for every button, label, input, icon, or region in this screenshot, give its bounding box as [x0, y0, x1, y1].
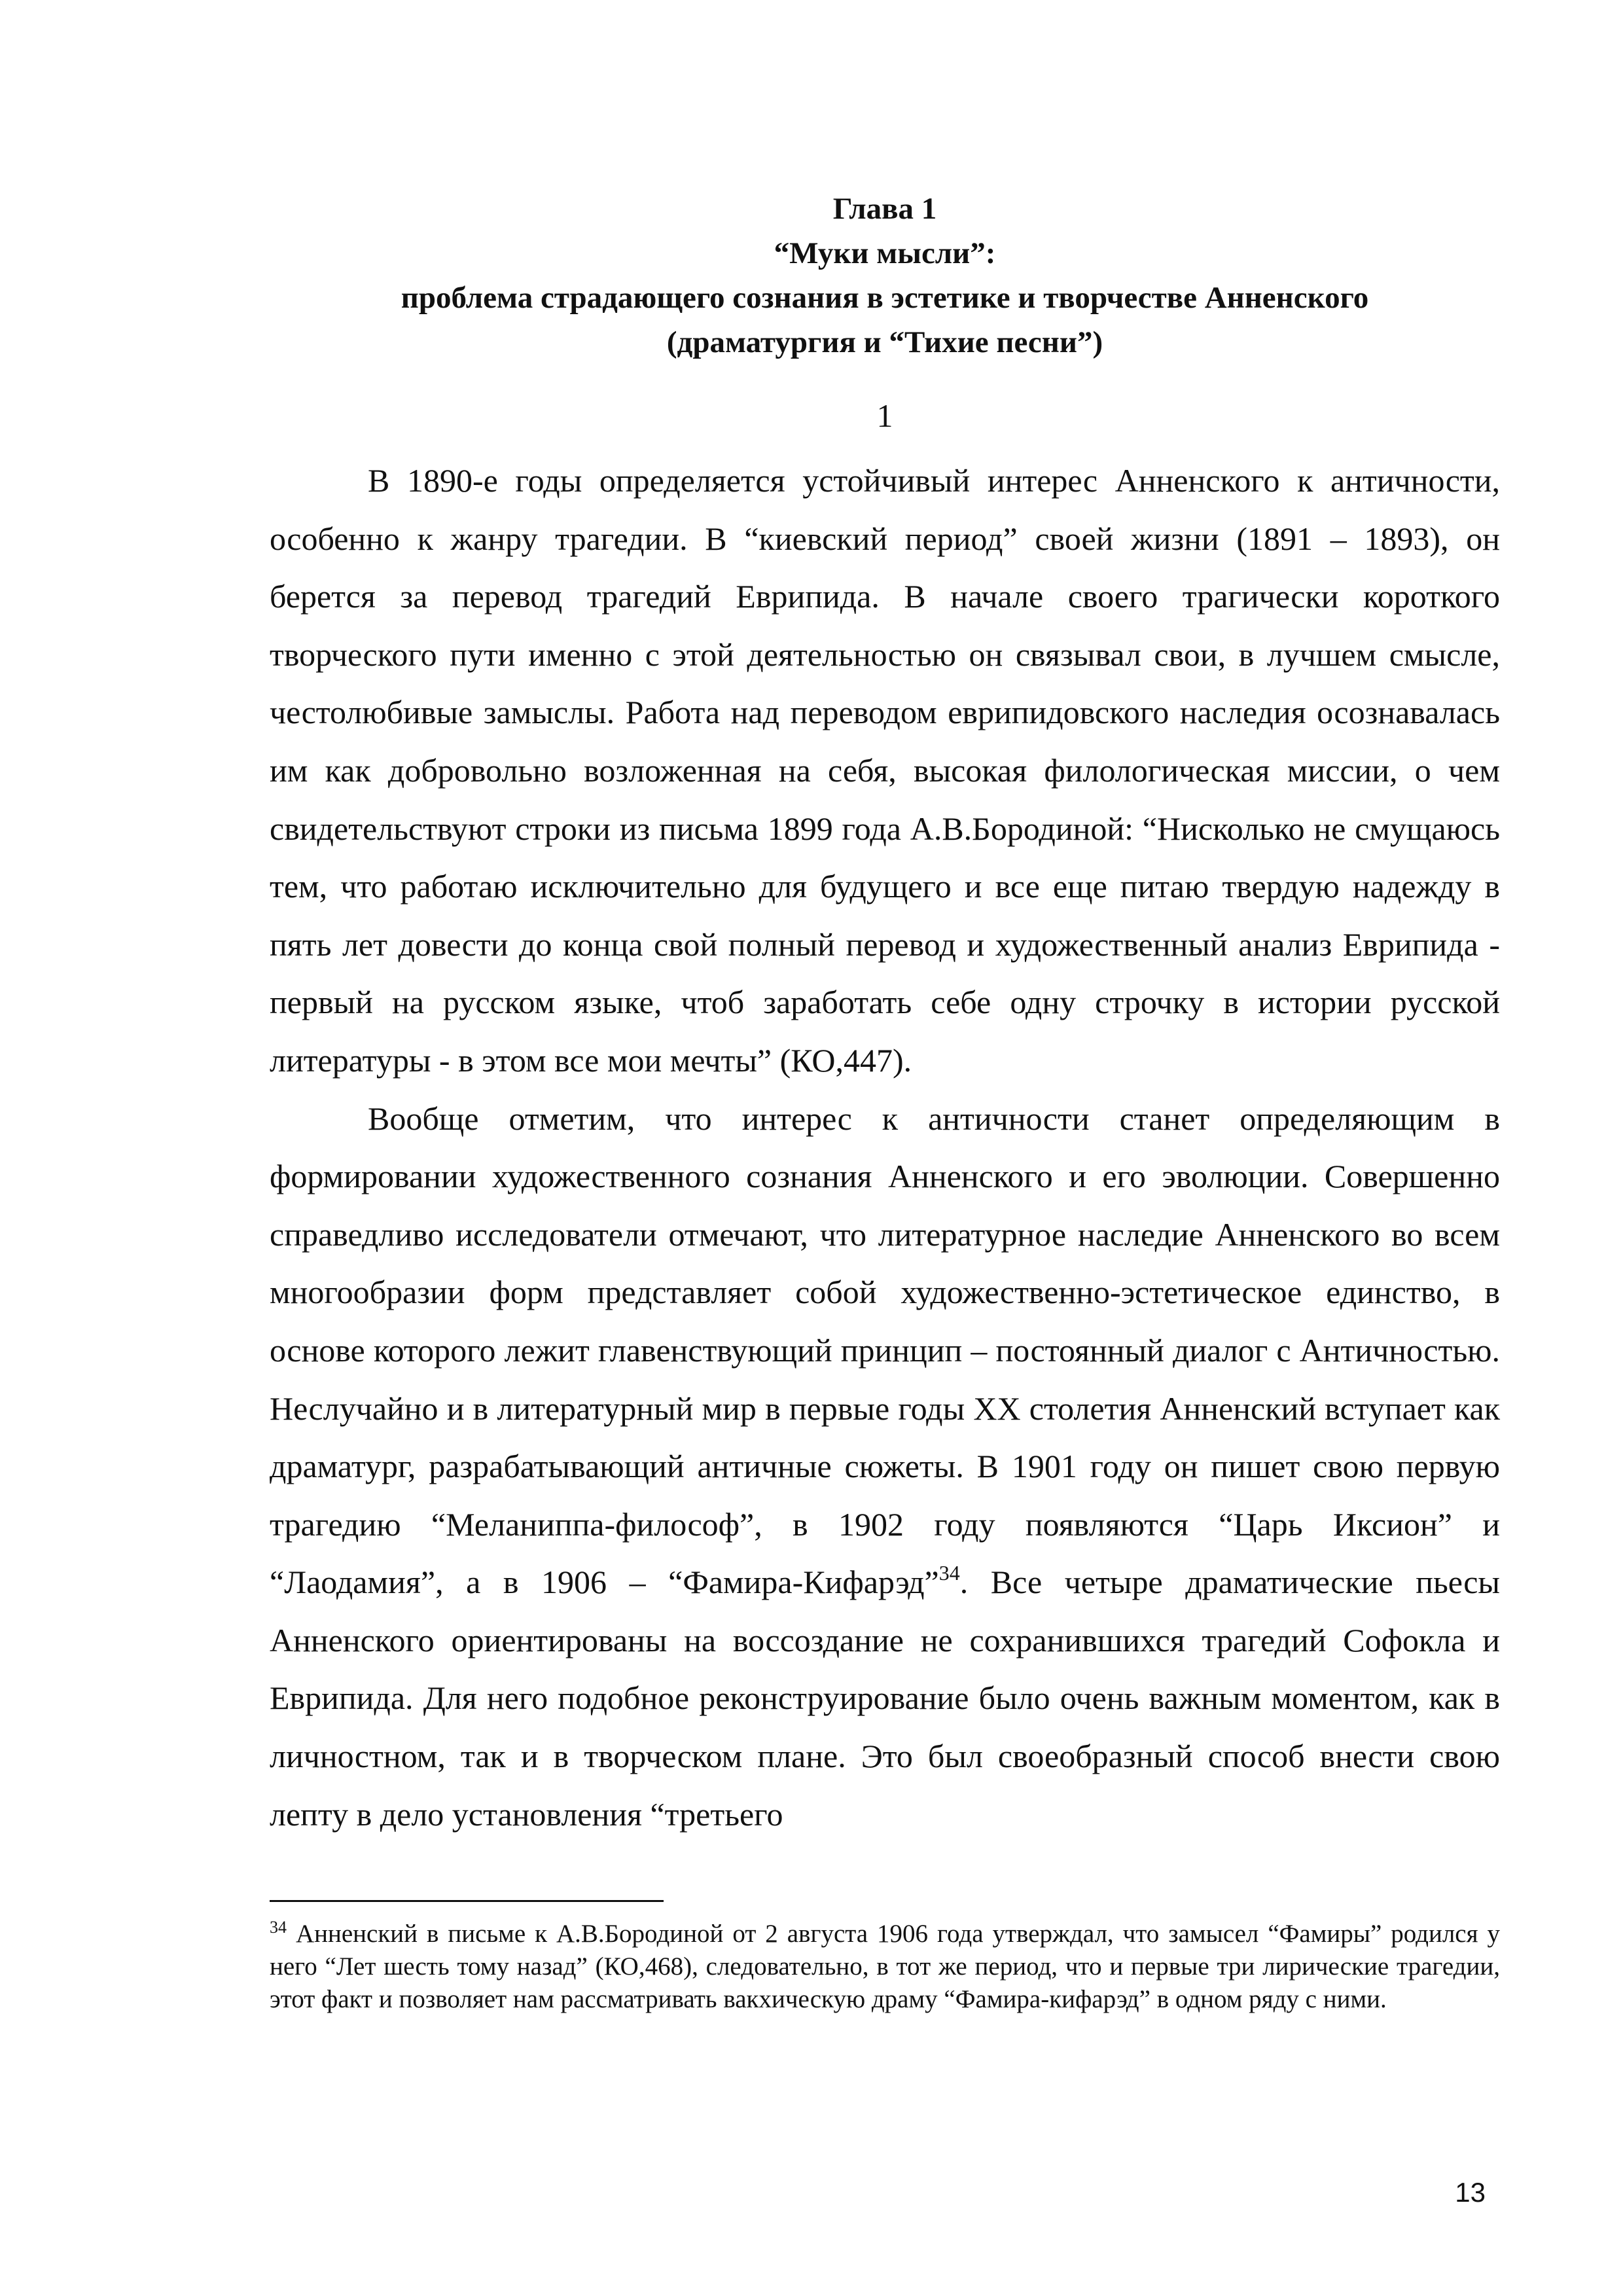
paragraph-1: В 1890-е годы определяется устойчивый интерес Анненского к античности, особенно к жанру трагедии. В “киевский период” своей жизни (1891 – 1893), он берется за перевод трагедий Еврипида. В начале своего трагически короткого творческого пути именно с этой деятельностью он связывал свои, в лучшем смысле, честолюбивые замыслы. Работа над переводом еврипидовского наследия осознавалась им как добровольно возложенная на себя, высокая филологическая миссии, о чем свидетельствуют строки из письма 1899 года А.В.Бородиной: “Нисколько не смущаюсь тем, что работаю исключительно для будущего и все еще питаю твердую надежду в пять лет довести до конца свой полный перевод и художественный анализ Еврипида - первый на русском языке, чтоб заработать себе одну строчку в истории русской литературы - в этом все мои мечты” (КО,447).	[270, 462, 1500, 1079]
chapter-title: “Муки мысли”:	[774, 236, 996, 270]
chapter-heading	[270, 187, 1500, 365]
footnote	[270, 1918, 1500, 2016]
footnote-number: 34	[270, 1918, 287, 1937]
section-number: 1	[876, 397, 893, 434]
footnote-reference[interactable]: 34	[938, 1561, 960, 1585]
footnote-text: Анненский в письме к А.В.Бородиной от 2 августа 1906 года утверждал, что замысел “Фамиры” родился у него “Лет шесть тому назад” (КО,468), следовательно, в тот же период, что и первые три лирические трагедии, этот факт и позволяет нам рассматривать вакхическую драму “Фамира-кифарэд” в одном ряду с ними.	[270, 1920, 1500, 2013]
page-number: 13	[1455, 2177, 1486, 2208]
chapter-subtitle-line-2: (драматургия и “Тихие песни”)	[666, 325, 1103, 359]
paragraph-2-text-before-note: Вообще отметим, что интерес к античности станет определяющим в формировании художественного сознания Анненского и его эволюции. Совершенно справедливо исследователи отмечают, что литературное наследие Анненского во всем многообразии форм представляет собой художественно-эстетическое единство, в основе которого лежит главенствующий принцип – постоянный диалог с Античностью. Неслучайно и в литературный мир в первые годы XX столетия Анненский вступает как драматург, разрабатывающий античные сюжеты. В 1901 году он пишет свою первую трагедию “Меланиппа-философ”, в 1902 году появляются “Царь Иксион” и “Лаодамия”, а в 1906 – “Фамира-Кифарэд”	[270, 1100, 1500, 1601]
chapter-subtitle-line-1: проблема страдающего сознания в эстетике и творчестве Анненского	[401, 281, 1369, 315]
chapter-label: Глава 1	[832, 192, 937, 226]
footnote-divider	[270, 1900, 664, 1902]
main-text	[270, 452, 1500, 1843]
paragraph-2-text-after-note: . Все четыре драматические пьесы Анненского ориентированы на воссоздание не сохранившихся трагедий Софокла и Еврипида. Для него подобное реконструирование было очень важным моментом, как в личностном, так и в творческом плане. Это был своеобразный способ внести свою лепту в дело установления “третьего	[270, 1564, 1501, 1833]
paragraph-2	[270, 1090, 1500, 1844]
